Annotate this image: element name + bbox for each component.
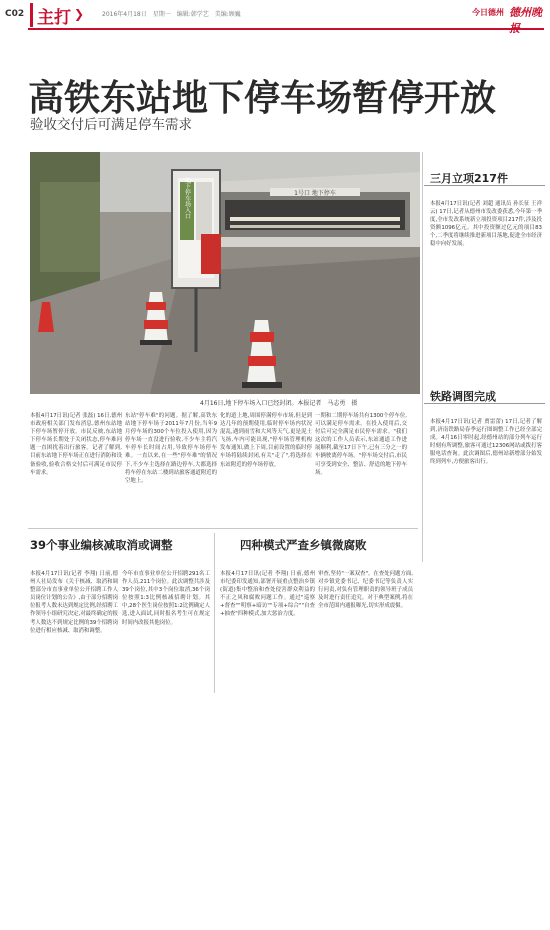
section-jobs-column-1: 本报4月17日讯(记者 李翔) 日前,德州人社局发布《关于核减、取消和调整部分市直事业单位公开招聘工作人员岗位计划的公告》,由于部分招聘岗位报考人数未达到规定比例,经招聘工作领导小组研究决定,对最终确定的报考人数达不到规定比例的39个招聘岗位进行相应核减、取消和调整。 bbox=[30, 571, 118, 634]
section-jobs-column-2: 今年市直事业单位公开招聘291名工作人员,211个岗位。此次调整共涉及39个岗位,其中3个岗位取消,36个岗位按照1:3比例核减招聘计划。其中,28个医生岗位按照1:2比例确定人选,进入面试,同时报名考生可在规定时间内改报其他岗位。 bbox=[122, 571, 210, 626]
news-photo bbox=[30, 152, 420, 394]
photo-caption: 4月16日,地下停车场入口已经封闭。本报记者 马志勇 摄 bbox=[200, 400, 358, 407]
sub-headline: 验收交付后可满足停车需求 bbox=[30, 117, 192, 133]
chevron-right-icon: ❯ bbox=[74, 7, 85, 21]
sidebar-text-projects: 本报4月17日讯(记者 刘超 通讯员 孙长征 王祥云) 17日,记者从德州市发改委获悉,今年第一季度,全市发改系统新立项投资项目217件,涉及投资额1096亿元。其中投资额过亿元的项目83个,二季度将继续推进新项目落地,促进全市经济稳中向好发展。 bbox=[430, 201, 542, 248]
sidebar-text-railway: 本报4月17日讯(记者 贾雷蕾) 17日,记者了解到,济南铁路局春季运行图调整工作已经全部完成。4月16日零时起,经德州站的部分列车运行时刻有所调整,旅客可通过12306网站或拨打客服电话查询。此次调图后,德州站新增部分始发终到列车,方便旅客出行。 bbox=[430, 419, 542, 466]
gate-sign-text: 1号口 地下停车 bbox=[294, 190, 336, 197]
sidebar-rule bbox=[424, 185, 545, 186]
article-column-3: 化的道上地,周围停满停车市场,但是到达几年的预期使用,临时停车场内状况混乱,遇到雨雪和大风等天气,更是泥土飞扬,车内可能出现,"停车场管理机构发布通知,做上下周,目前设置的临时停车场将陆续封闭,有关"走了",将选择在东站附近的停车场停放。 bbox=[220, 413, 312, 468]
brand-name: 今日德州 bbox=[472, 8, 504, 17]
main-headline: 高铁东站地下停车场暂停开放 bbox=[28, 78, 497, 119]
section-title-corruption: 四种模式严查乡镇微腐败 bbox=[240, 538, 367, 552]
section-divider bbox=[28, 528, 418, 529]
section-label: 主打 bbox=[30, 3, 71, 27]
section-corruption-column-2: 审查,坚持"一案双查"。在查处问题方面,对乡镇党委书记、纪委书记等负责人实行问责,对负有管理职责的领导班子成员及时进行责任追究。对于典型案例,将在全市范围内通报曝光,切实形成震慑。 bbox=[318, 571, 413, 610]
sidebar-divider bbox=[422, 152, 423, 562]
date-line: 2016年4月18日 星期一 编辑:韩学艺 美编:顾巍 bbox=[102, 11, 241, 18]
page-header bbox=[0, 0, 550, 35]
section-title-jobs: 39个事业编核减取消或调整 bbox=[30, 538, 173, 552]
article-column-1: 本报4月17日讯(记者 张磊) 16日,德州市政府相关部门发布消息,德州东站地下停车场暂停开放。市民反映,东站地下停车场长期处于关闭状态,停车难问题一直困扰着出行旅客。记者了解到,目前东站地下停车场正在进行消防和设备验收,验收合格交付后可满足市民停车需求。 bbox=[30, 413, 122, 476]
page-number: C02 bbox=[5, 9, 25, 19]
newspaper-logo: 德州晚报 bbox=[509, 6, 542, 35]
article-column-2: 东站"停车难"的问题。据了解,高铁东站地下停车场于2011年7月份,当年9月停车场的300个车位投入使用,因为停车场一直没进行验收,不少车主将汽车停车长时间占用,导致停车场停车难。一直以来,在一些"停车难"的情况下,不少车主选择在路边停车,大都选择将车停在东站二楼到站旅客通道附近的空地上。 bbox=[125, 413, 217, 484]
sidebar-title-railway: 铁路调图完成 bbox=[430, 390, 496, 403]
section-divider-vertical bbox=[214, 533, 215, 693]
sidebar-rule bbox=[424, 403, 545, 404]
header-rule bbox=[28, 28, 544, 30]
article-column-4: 一期和二期停车场共有1300个停车位,可以满足停车需求。在投入使用后,交付后可完全满足市民停车需求。"我们这次的工作人员表示,东站通道工作进展顺利,截至17日下午,已有三分之一的车辆驶离停车场。"停车场交付后,市民可享受到安全、整洁、舒适的地下停车场。 bbox=[315, 413, 407, 476]
sidebar-title-projects: 三月立项217件 bbox=[430, 172, 508, 185]
section-corruption-column-1: 本报4月17日讯(记者 李翔) 日前,德州市纪委印发通知,部署开展重点整治乡镇(街道)集中整治和查处侵害群众利益的不正之风和腐败问题工作。通过"巡察+督查""明察+暗访""专项+综合""自查+抽查"四种模式,加大惩治力度。 bbox=[220, 571, 315, 618]
sign-text: 地下停车场入口 bbox=[183, 177, 191, 219]
